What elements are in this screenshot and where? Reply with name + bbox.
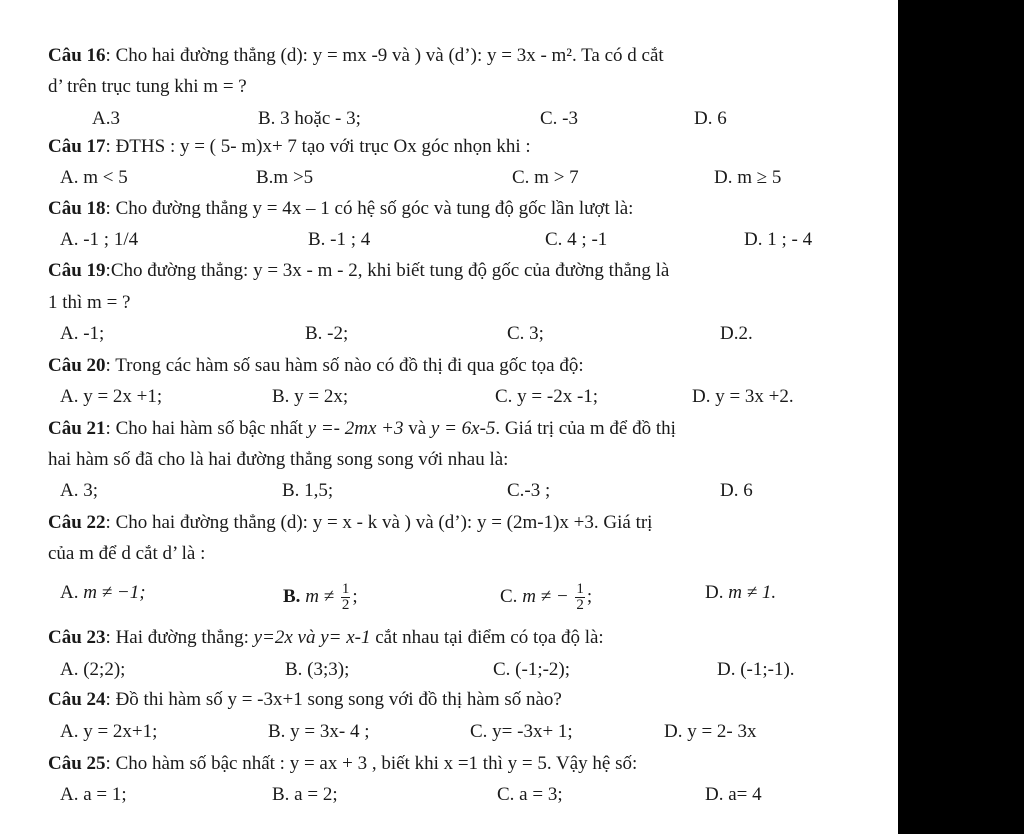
question-19-continuation: 1 thì m = ? — [48, 292, 131, 313]
question-20 — [48, 355, 584, 377]
option-c: C. y= -3x+ 1; — [470, 721, 573, 742]
question-label: Câu 23 — [48, 627, 106, 648]
option-c: C. 4 ; -1 — [545, 229, 608, 250]
option-d: D. (-1;-1). — [717, 659, 795, 680]
question-label: Câu 20 — [48, 355, 106, 376]
option-b: B. a = 2; — [272, 784, 338, 805]
option-letter: D. — [705, 582, 729, 603]
question-24 — [48, 689, 562, 711]
question-label: Câu 22 — [48, 512, 106, 533]
option-b — [283, 582, 358, 613]
option-c — [500, 582, 592, 613]
option-d: D. 6 — [694, 108, 727, 129]
question-23 — [48, 627, 604, 649]
question-text: : Cho hai đường thẳng (d): y = x - k và ) và (d’): y = (2m-1)x +3. Giá trị — [105, 512, 653, 533]
question-21-continuation: hai hàm số đã cho là hai đường thẳng song song với nhau là: — [48, 449, 509, 470]
option-b: B.m >5 — [256, 167, 314, 188]
question-text: : ĐTHS : y = ( 5- m)x+ 7 tạo với trục Ox góc nhọn khi : — [105, 136, 531, 157]
question-22 — [48, 512, 652, 534]
question-text: : Hai đường thẳng: — [105, 627, 254, 648]
question-16 — [48, 45, 664, 67]
option-a: A. 3; — [60, 480, 98, 501]
option-expression: m ≠ — [305, 585, 339, 607]
option-letter: C. — [500, 585, 523, 607]
option-a: A.3 — [92, 108, 120, 129]
option-b: B. 1,5; — [282, 480, 334, 501]
option-b: B. 3 hoặc - 3; — [258, 108, 361, 129]
question-text: : Cho hai hàm số bậc nhất — [105, 418, 308, 439]
question-text: . Giá trị của m để đồ thị — [495, 418, 676, 439]
option-d: D. a= 4 — [705, 784, 762, 805]
question-text: : Trong các hàm số sau hàm số nào có đồ thị đi qua gốc tọa độ: — [105, 355, 584, 376]
question-text: : Đồ thi hàm số y = -3x+1 song song với đồ thị hàm số nào? — [105, 689, 562, 710]
question-text: và — [403, 418, 431, 439]
option-a — [60, 582, 146, 604]
option-c: C. 3; — [507, 323, 544, 344]
option-c: C. -3 — [540, 108, 578, 129]
option-b: B. (3;3); — [285, 659, 350, 680]
question-label: Câu 18 — [48, 198, 106, 219]
option-a: A. m < 5 — [60, 167, 128, 188]
question-17 — [48, 136, 531, 158]
option-d: D. y = 2- 3x — [664, 721, 757, 742]
question-16-continuation: d’ trên trục tung khi m = ? — [48, 76, 247, 97]
fraction-numerator: 1 — [576, 581, 584, 597]
question-text: : Cho hai đường thẳng (d): y = mx -9 và ) và (d’): y = 3x - m². Ta có d cắt — [105, 45, 664, 66]
question-label: Câu 21 — [48, 418, 106, 439]
option-suffix: ; — [352, 585, 358, 607]
question-text: :Cho đường thẳng: y = 3x - m - 2, khi biết tung độ gốc của đường thẳng là — [105, 260, 670, 281]
option-c: C.-3 ; — [507, 480, 551, 501]
option-a: A. y = 2x+1; — [60, 721, 158, 742]
question-22-continuation: của m để d cắt d’ là : — [48, 543, 206, 564]
equation-1: y =- 2mx +3 — [307, 418, 404, 439]
option-letter: A. — [60, 582, 84, 603]
option-suffix: ; — [586, 585, 593, 607]
question-text: cắt nhau tại điểm có tọa độ là: — [370, 627, 604, 648]
option-a: A. y = 2x +1; — [60, 386, 163, 407]
option-expression: m ≠ 1. — [728, 582, 777, 603]
option-a: A. a = 1; — [60, 784, 127, 805]
question-21 — [48, 418, 676, 440]
equation-2: y = 6x-5 — [430, 418, 496, 439]
option-d: D. m ≥ 5 — [714, 167, 782, 188]
question-18 — [48, 198, 633, 220]
option-b: B. -1 ; 4 — [308, 229, 371, 250]
option-c: C. y = -2x -1; — [495, 386, 599, 407]
option-expression: m ≠ −1; — [83, 582, 146, 603]
option-a: A. -1 ; 1/4 — [60, 229, 139, 250]
question-label: Câu 16 — [48, 45, 106, 66]
question-text: : Cho hàm số bậc nhất : y = ax + 3 , biết khi x =1 thì y = 5. Vậy hệ số: — [105, 753, 638, 774]
option-d: D. 6 — [720, 480, 753, 501]
equations: y=2x và y= x-1 — [253, 627, 371, 648]
option-c: C. m > 7 — [512, 167, 579, 188]
option-d: D.2. — [720, 323, 753, 344]
option-expression: m ≠ − — [522, 585, 574, 607]
option-b: B. y = 2x; — [272, 386, 349, 407]
question-label: Câu 24 — [48, 689, 106, 710]
question-25 — [48, 753, 637, 775]
option-a: A. -1; — [60, 323, 105, 344]
option-c: C. (-1;-2); — [493, 659, 571, 680]
option-b: B. -2; — [305, 323, 349, 344]
option-c: C. a = 3; — [497, 784, 563, 805]
option-a: A. (2;2); — [60, 659, 126, 680]
question-label: Câu 19 — [48, 260, 106, 281]
fraction-numerator: 1 — [341, 581, 350, 597]
question-label: Câu 17 — [48, 136, 106, 157]
fraction — [341, 582, 351, 613]
fraction-denominator: 2 — [576, 597, 584, 613]
question-text: : Cho đường thẳng y = 4x – 1 có hệ số góc và tung độ gốc lần lượt là: — [105, 198, 634, 219]
option-letter: B. — [283, 585, 306, 607]
fraction-denominator: 2 — [341, 597, 350, 613]
option-b: B. y = 3x- 4 ; — [268, 721, 370, 742]
question-label: Câu 25 — [48, 753, 106, 774]
option-d — [705, 582, 776, 604]
fraction — [575, 582, 585, 613]
option-d: D. y = 3x +2. — [692, 386, 794, 407]
question-19 — [48, 260, 669, 282]
option-d: D. 1 ; - 4 — [744, 229, 813, 250]
